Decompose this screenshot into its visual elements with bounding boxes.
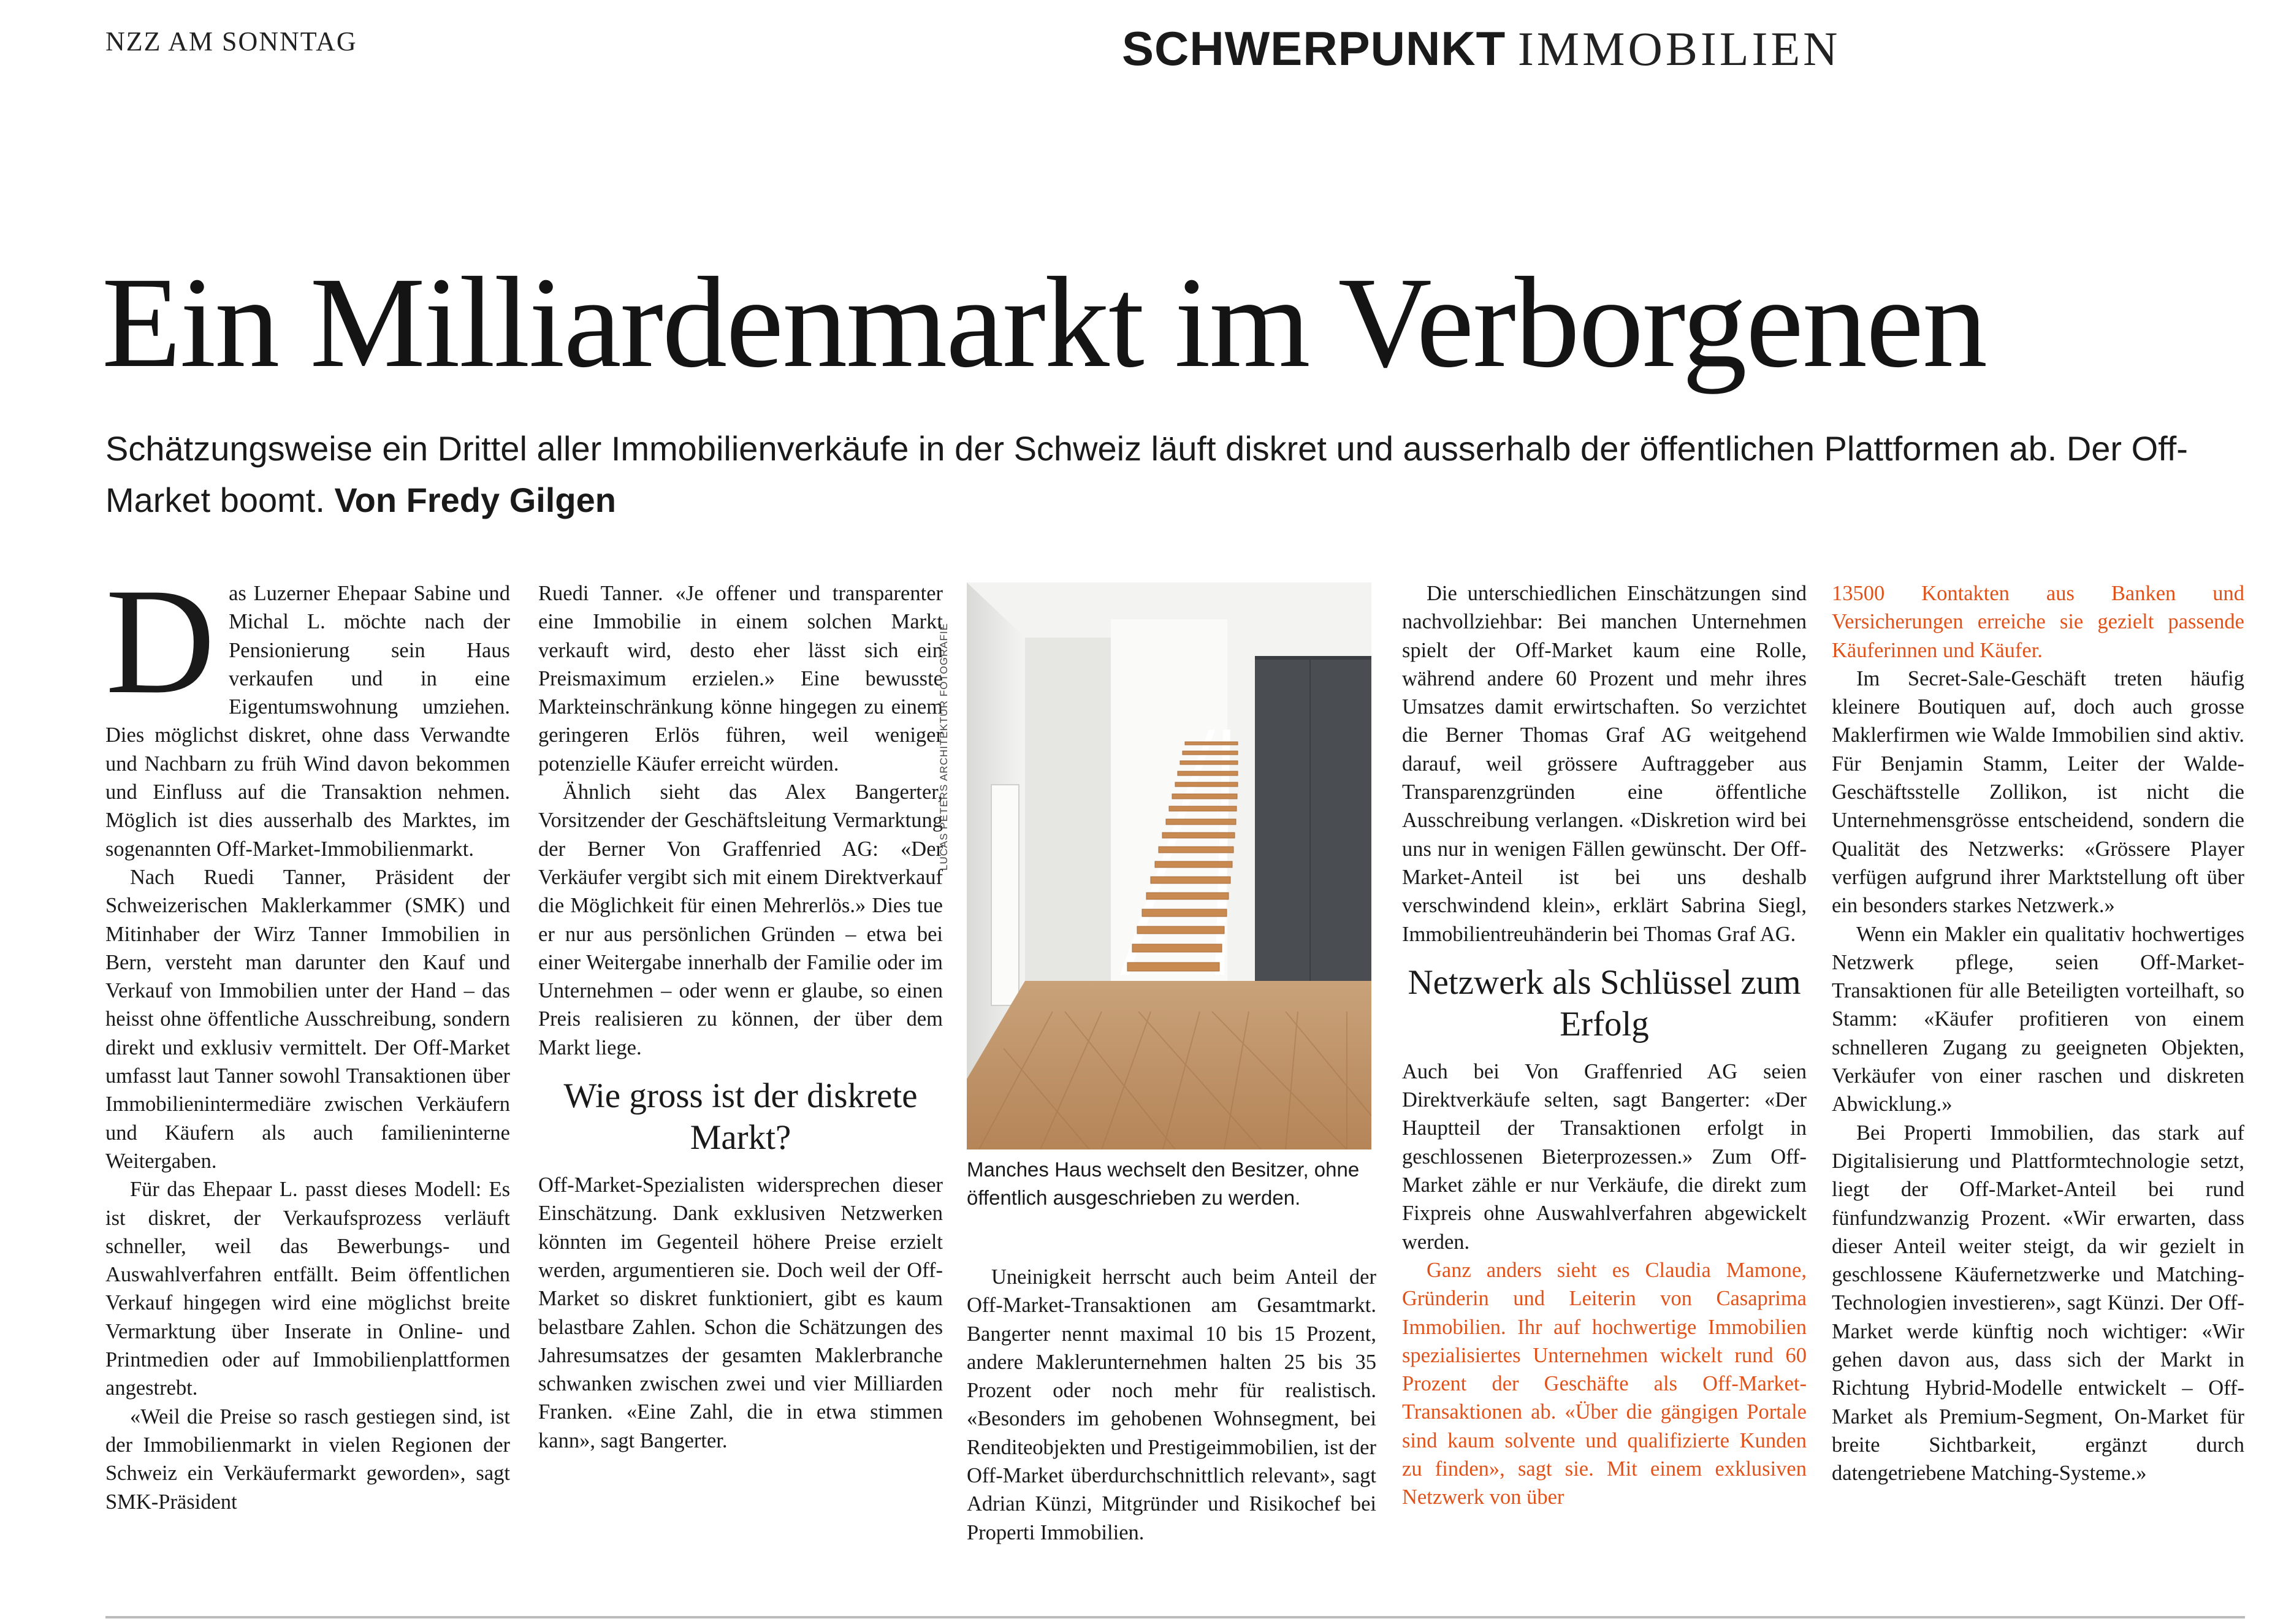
section-title-bold: SCHWERPUNKT bbox=[1122, 21, 1506, 75]
paragraph: Nach Ruedi Tanner, Präsident der Schweizerischen Maklerkammer (SMK) und Mitinhaber der Wirz Tanner Immobilien in Bern, versteht man darunter den Kauf und Verkauf von Immobilien unter der Hand – das heisst ohne öffentliche Ausschreibung, sondern direkt und exklusiv vermittelt. Der Off-Market umfasst laut Tanner sowohl Transaktionen über Immobilienintermediäre zwischen Verkäufern und Käufern als auch familieninterne Weitergaben. bbox=[105, 865, 510, 1173]
drop-cap: D bbox=[105, 557, 216, 725]
paragraph: «Weil die Preise so rasch gestiegen sind, ist der Immobilienmarkt in vielen Regionen der Schweiz ein Verkäufermarkt geworden», sagt SMK-Präsident bbox=[105, 1405, 510, 1514]
paragraph: Uneinigkeit herrscht auch beim Anteil der Off-Market-Transaktionen am Gesamtmarkt. Bangerter nennt maximal 10 bis 15 Prozent, andere Maklerunternehmen halten 25 bis 35 Prozent oder noch mehr für realistisch. «Besonders im gehobenen Wohnsegment, bei Renditeobjekten und Prestigeimmobilien, ist der Off-Market überdurchschnittlich relevant», sagt Adrian Künzi, Mitgründer und Risikochef bei Properti Immobilien. bbox=[967, 1265, 1376, 1544]
paragraph: Im Secret-Sale-Geschäft treten häufig kleinere Boutiquen auf, doch auch grosse Maklerfirmen wie Walde Immobilien sind aktiv. Für Benjamin Stamm, Leiter der Walde-Geschäftsstelle Zollikon, ist nicht die Unternehmensgrösse entscheidend, sondern die Qualität des Netzwerks: «Grössere Player verfügen aufgrund ihrer Marktstellung oft über ein besonders starkes Netzwerk.» bbox=[1832, 666, 2244, 918]
paragraph: Bei Properti Immobilien, das stark auf Digitalisierung und Plattformtechnologie setzt, liegt der Off-Market-Anteil bei rund fünfundzwanzig Prozent. «Wir erwarten, dass dieser Anteil weiter steigt, da wir gezielt in geschlossene Käufernetzwerke und Matching-Technologien investieren», sagt Künzi. Der Off-Market werde künftig noch wichtiger: «Wir gehen davon aus, dass sich der Markt in Richtung Hybrid-Modelle entwickelt – Off-Market als Premium-Segment, On-Market für breite Sichtbarkeit, ergänzt durch datengetriebene Matching-Systeme.» bbox=[1832, 1121, 2244, 1485]
paragraph-highlighted: Ganz anders sieht es Claudia Mamone, Gründerin und Leiterin von Casaprima Immobilien. Ihr auf hochwertige Immobilien spezialisiertes Unternehmen wickelt rund 60 Prozent der Geschäfte als Off-Market-Transaktionen ab. «Über die gängigen Portale sind kaum solvente und qualifizierte Kunden zu finden», sagt sie. Mit einem exklusiven Netzwerk von über bbox=[1402, 1258, 1807, 1509]
paragraph: Auch bei Von Graffenried AG seien Direktverkäufe selten, sagt Bangerter: «Der Hauptteil der Transaktionen erfolgt in geschlossenen Bieterprozessen.» Zum Off-Market zähle er nur Verkäufe, die direkt zum Fixpreis ohne Auswahlverfahren abgewickelt werden. bbox=[1402, 1059, 1807, 1254]
paragraph bbox=[105, 557, 510, 863]
article-column-3 bbox=[967, 1263, 1376, 1547]
paragraph: Ähnlich sieht das Alex Bangerter, Vorsitzender der Geschäftsleitung Vermarktung der Berner Von Graffenried AG: «Der Verkäufer vergibt sich mit einem Direktverkauf die Möglichkeit für einen Mehrerlös.» Dies tue er nur aus persönlichen Gründen – etwa bei einer Weitergabe innerhalb der Familie oder im Unternehmen – oder wenn er glaube, so einen Preis realisieren zu können, der über dem Markt liege. bbox=[538, 780, 943, 1059]
article-column-1 bbox=[105, 557, 510, 1516]
staircase-photo bbox=[967, 582, 1371, 1149]
paragraph: Off-Market-Spezialisten widersprechen dieser Einschätzung. Dank exklusiven Netzwerken könnten im Gegenteil höhere Preise erzielt werden, argumentieren sie. Doch weil der Off-Market so diskret funktioniert, gibt es kaum belastbare Zahlen. Schon die Schätzungen des Jahresumsatzes der gesamten Maklerbranche schwanken zwischen zwei und vier Milliarden Franken. «Eine Zahl, die in etwa stimmen kann», sagt Bangerter. bbox=[538, 1173, 943, 1452]
article-column-5 bbox=[1832, 579, 2244, 1488]
paragraph: Ruedi Tanner. «Je offener und transparenter eine Immobilie in einem solchen Markt verkauft wird, desto eher lässt sich ein Preismaximum erzielen.» Eine bewusste Markteinschränkung könne hingegen zu einem geringeren Erlös führen, weil weniger potenzielle Käufer erreicht würden. bbox=[538, 582, 943, 776]
article-lead bbox=[105, 423, 2190, 526]
article-column-2 bbox=[538, 579, 943, 1455]
photo-caption: Manches Haus wechselt den Besitzer, ohne öffentlich ausgeschrieben zu werden. bbox=[967, 1158, 1360, 1209]
staircase-illustration bbox=[967, 582, 1371, 1149]
paragraph: Die unterschiedlichen Einschätzungen sind nachvollziehbar: Bei manchen Unternehmen spielt der Off-Market kaum eine Rolle, während andere 60 Prozent und mehr ihres Umsatzes damit erwirtschaften. So verzichtet die Berner Thomas Graf AG weitgehend darauf, weil grössere Auftraggeber aus Transparenzgründen eine öffentliche Ausschreibung verlangen. «Diskretion wird bei uns nur in wenigen Fällen gewünscht. Der Off-Market-Anteil ist bei uns deshalb verschwindend klein», erklärt Sabrina Siegl, Immobilientreuhänderin bei Thomas Graf AG. bbox=[1402, 582, 1807, 946]
section-title-light: IMMOBILIEN bbox=[1517, 22, 1841, 75]
subheading-market-size: Wie gross ist der diskrete Markt? bbox=[563, 1077, 918, 1157]
paragraph: Wenn ein Makler ein qualitativ hochwertiges Netzwerk pflege, seien Off-Market-Transaktionen für alle Beteiligten vorteilhaft, so Stamm: «Käufer profitieren von einem schnelleren Zugang zu geeigneten Objekten, Verkäufer von einer raschen und diskreten Abwicklung.» bbox=[1832, 922, 2244, 1116]
paragraph-text: as Luzerner Ehepaar Sabine und Michal L. möchte nach der Pensionierung sein Haus verkaufen und in eine Eigentumswohnung umziehen. Dies möglichst diskret, ohne dass Verwandte und Nachbarn zu früh Wind davon bekommen und Einfluss auf die Transaktion nehmen. Möglich ist dies ausserhalb des Marktes, im sogenannten Off-Market-Immobilienmarkt. bbox=[105, 582, 510, 861]
author-byline: Von Fredy Gilgen bbox=[334, 481, 616, 519]
article-column-4 bbox=[1402, 579, 1807, 1512]
article-headline: Ein Milliardenmarkt im Verborgenen bbox=[102, 250, 1987, 394]
section-title bbox=[1122, 21, 1841, 75]
publication-name: NZZ AM SONNTAG bbox=[105, 26, 357, 56]
bottom-rule bbox=[105, 1616, 2245, 1618]
paragraph-highlighted: 13500 Kontakten aus Banken und Versicherungen erreiche sie gezielt passende Käuferinnen und Käufer. bbox=[1832, 582, 2244, 662]
subheading-network: Netzwerk als Schlüssel zum Erfolg bbox=[1408, 963, 1801, 1043]
photo-credit: LUCAS PETERS ARCHITEKTUR FOTOGRAFIE bbox=[938, 622, 950, 871]
paragraph: Für das Ehepaar L. passt dieses Modell: Es ist diskret, der Verkaufsprozess verläuft schneller, weil das Bewerbungs- und Auswahlverfahren entfällt. Beim öffentlichen Verkauf hingegen wird eine möglichst breite Vermarktung über Inserate in Online- und Printmedien oder auf Immobilienplattformen angestrebt. bbox=[105, 1178, 510, 1400]
lead-text: Schätzungsweise ein Drittel aller Immobilienverkäufe in der Schweiz läuft diskret und ausserhalb der öffentlichen Plattformen ab. Der Off-Market boomt. bbox=[105, 429, 2188, 519]
